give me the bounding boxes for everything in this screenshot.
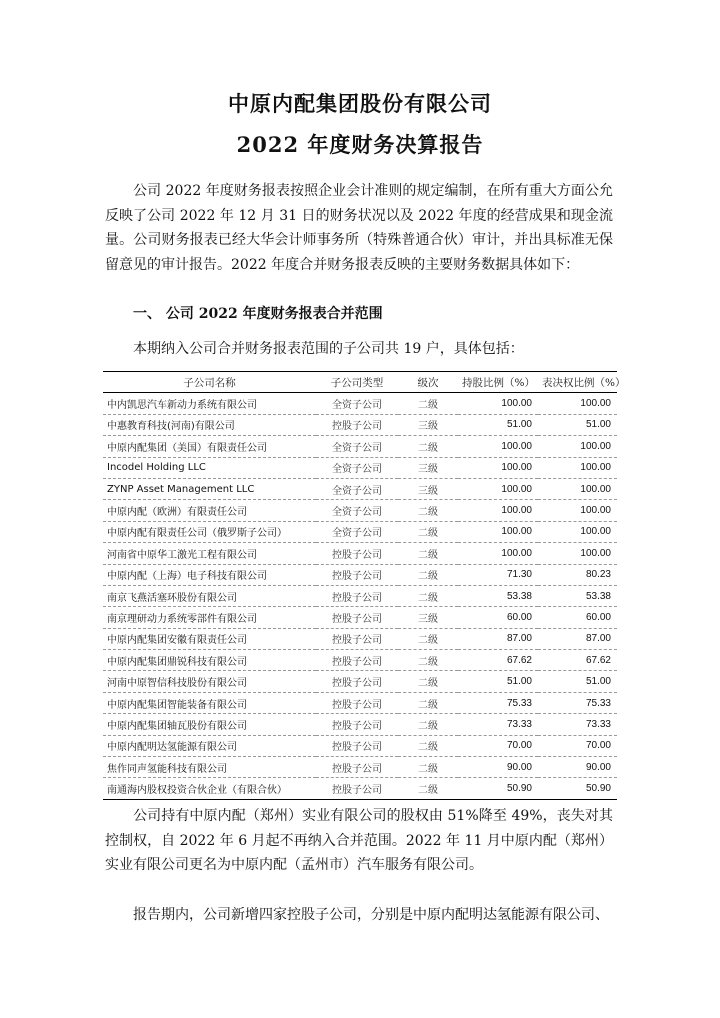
company-name-cell: 中原内配有限责任公司（俄罗斯子公司） xyxy=(103,521,316,542)
level-cell: 二级 xyxy=(398,778,458,799)
voting-ratio-cell: 90.00 xyxy=(538,757,617,778)
holding-ratio-cell: 100.00 xyxy=(458,457,538,478)
company-name-cell: 南京理研动力系统零部件有限公司 xyxy=(103,607,316,628)
company-name-cell: Incodel Holding LLC xyxy=(103,457,316,478)
table-row xyxy=(103,543,617,564)
holding-ratio-cell: 100.00 xyxy=(458,436,538,457)
company-name-cell: 中原内配集团安徽有限责任公司 xyxy=(103,628,316,649)
company-type-cell: 全资子公司 xyxy=(316,521,398,542)
control-change-paragraph xyxy=(105,804,613,878)
voting-ratio-cell: 100.00 xyxy=(538,500,617,521)
table-row xyxy=(103,414,617,435)
table-header-row xyxy=(103,372,617,393)
company-name-cell: 焦作同声氢能科技有限公司 xyxy=(103,757,316,778)
voting-ratio-cell: 51.00 xyxy=(538,414,617,435)
table-row xyxy=(103,585,617,606)
company-type-cell: 控股子公司 xyxy=(316,757,398,778)
level-cell: 二级 xyxy=(398,650,458,671)
scope-paragraph-text: 本期纳入公司合并财务报表范围的子公司共 19 户，具体包括： xyxy=(133,341,524,357)
voting-ratio-cell: 80.23 xyxy=(538,564,617,585)
voting-ratio-cell: 100.00 xyxy=(538,478,617,499)
company-type-cell: 全资子公司 xyxy=(316,393,398,414)
table-row xyxy=(103,500,617,521)
level-cell: 三级 xyxy=(398,414,458,435)
holding-ratio-cell: 100.00 xyxy=(458,478,538,499)
holding-ratio-cell: 100.00 xyxy=(458,521,538,542)
intro-paragraph xyxy=(105,179,613,277)
company-name-cell: 河南中原智信科技股份有限公司 xyxy=(103,671,316,692)
new-subsidiaries-paragraph xyxy=(105,903,613,928)
holding-ratio-cell: 70.00 xyxy=(458,735,538,756)
voting-ratio-cell: 51.00 xyxy=(538,671,617,692)
company-type-cell: 控股子公司 xyxy=(316,414,398,435)
company-name-cell: 中惠教育科技(河南)有限公司 xyxy=(103,414,316,435)
company-type-cell: 控股子公司 xyxy=(316,543,398,564)
header-company-type: 子公司类型 xyxy=(316,372,398,393)
table-row xyxy=(103,436,617,457)
level-cell: 二级 xyxy=(398,714,458,735)
document-title: 中原内配集团股份有限公司 xyxy=(228,91,492,116)
table-row xyxy=(103,650,617,671)
table-row xyxy=(103,671,617,692)
scope-paragraph xyxy=(105,337,613,362)
level-cell: 二级 xyxy=(398,543,458,564)
table-row xyxy=(103,393,617,414)
company-name-cell: 中原内配集团智能装备有限公司 xyxy=(103,692,316,713)
table-row xyxy=(103,457,617,478)
holding-ratio-cell: 60.00 xyxy=(458,607,538,628)
level-cell: 二级 xyxy=(398,564,458,585)
holding-ratio-cell: 87.00 xyxy=(458,628,538,649)
company-type-cell: 控股子公司 xyxy=(316,564,398,585)
table-body xyxy=(103,393,617,799)
voting-ratio-cell: 60.00 xyxy=(538,607,617,628)
company-type-cell: 控股子公司 xyxy=(316,628,398,649)
table-row xyxy=(103,478,617,499)
table-row xyxy=(103,521,617,542)
holding-ratio-cell: 51.00 xyxy=(458,414,538,435)
level-cell: 二级 xyxy=(398,671,458,692)
control-change-text: 公司持有中原内配（郑州）实业有限公司的股权由 51%降至 49%，丧失对其控制权，自 2022 年 6 月起不再纳入合并范围。2022 年 11 月中原内配（郑州）实业有限公司更名为中原内配（孟州市）汽车服务有限公司。 xyxy=(105,808,613,873)
table-row xyxy=(103,735,617,756)
holding-ratio-cell: 90.00 xyxy=(458,757,538,778)
company-type-cell: 全资子公司 xyxy=(316,436,398,457)
level-cell: 二级 xyxy=(398,757,458,778)
holding-ratio-cell: 100.00 xyxy=(458,393,538,414)
voting-ratio-cell: 87.00 xyxy=(538,628,617,649)
holding-ratio-cell: 71.30 xyxy=(458,564,538,585)
level-cell: 三级 xyxy=(398,607,458,628)
voting-ratio-cell: 73.33 xyxy=(538,714,617,735)
company-name-cell: 中原内配集团鼎锐科技有限公司 xyxy=(103,650,316,671)
header-voting-ratio: 表决权比例（%） xyxy=(538,372,617,393)
holding-ratio-cell: 51.00 xyxy=(458,671,538,692)
company-type-cell: 全资子公司 xyxy=(316,457,398,478)
voting-ratio-cell: 50.90 xyxy=(538,778,617,799)
voting-ratio-cell: 100.00 xyxy=(538,436,617,457)
level-cell: 三级 xyxy=(398,478,458,499)
voting-ratio-cell: 70.00 xyxy=(538,735,617,756)
header-holding-ratio: 持股比例（%） xyxy=(458,372,538,393)
company-name-cell: 中原内配明达氢能源有限公司 xyxy=(103,735,316,756)
voting-ratio-cell: 67.62 xyxy=(538,650,617,671)
level-cell: 二级 xyxy=(398,500,458,521)
level-cell: 三级 xyxy=(398,457,458,478)
level-cell: 二级 xyxy=(398,585,458,606)
intro-paragraph-text: 公司 2022 年度财务报表按照企业会计准则的规定编制，在所有重大方面公允反映了公司 2022 年 12 月 31 日的财务状况以及 2022 年度的经营成果和现金流量。公司财务报表已经大华会计师事务所（特殊普通合伙）审计，并出具标准无保留意见的审计报告。2022 年度合并财务报表反映的主要财务数据具体如下： xyxy=(105,183,613,273)
voting-ratio-cell: 100.00 xyxy=(538,393,617,414)
company-type-cell: 全资子公司 xyxy=(316,500,398,521)
company-type-cell: 控股子公司 xyxy=(316,714,398,735)
company-name-cell: 南通海内股权投资合伙企业（有限合伙） xyxy=(103,778,316,799)
voting-ratio-cell: 75.33 xyxy=(538,692,617,713)
level-cell: 二级 xyxy=(398,692,458,713)
company-name-cell: ZYNP Asset Management LLC xyxy=(103,478,316,499)
company-name-cell: 中原内配集团轴瓦股份有限公司 xyxy=(103,714,316,735)
table-row xyxy=(103,628,617,649)
company-type-cell: 控股子公司 xyxy=(316,735,398,756)
document-subtitle: 2022 年度财务决算报告 xyxy=(236,132,484,157)
holding-ratio-cell: 53.38 xyxy=(458,585,538,606)
holding-ratio-cell: 73.33 xyxy=(458,714,538,735)
table-row xyxy=(103,757,617,778)
company-name-cell: 河南省中原华工激光工程有限公司 xyxy=(103,543,316,564)
company-type-cell: 控股子公司 xyxy=(316,692,398,713)
header-level: 级次 xyxy=(398,372,458,393)
company-type-cell: 全资子公司 xyxy=(316,478,398,499)
header-company-name: 子公司名称 xyxy=(103,372,316,393)
holding-ratio-cell: 100.00 xyxy=(458,500,538,521)
voting-ratio-cell: 100.00 xyxy=(538,521,617,542)
company-type-cell: 控股子公司 xyxy=(316,585,398,606)
level-cell: 二级 xyxy=(398,735,458,756)
company-type-cell: 控股子公司 xyxy=(316,778,398,799)
company-name-cell: 中原内配（欧洲）有限责任公司 xyxy=(103,500,316,521)
level-cell: 二级 xyxy=(398,393,458,414)
holding-ratio-cell: 75.33 xyxy=(458,692,538,713)
voting-ratio-cell: 53.38 xyxy=(538,585,617,606)
company-type-cell: 控股子公司 xyxy=(316,607,398,628)
subsidiaries-table xyxy=(103,371,626,800)
holding-ratio-cell: 100.00 xyxy=(458,543,538,564)
table-row xyxy=(103,564,617,585)
company-type-cell: 控股子公司 xyxy=(316,650,398,671)
holding-ratio-cell: 67.62 xyxy=(458,650,538,671)
voting-ratio-cell: 100.00 xyxy=(538,543,617,564)
level-cell: 二级 xyxy=(398,521,458,542)
company-name-cell: 南京飞燕活塞环股份有限公司 xyxy=(103,585,316,606)
table-row xyxy=(103,778,617,799)
table-row xyxy=(103,607,617,628)
company-name-cell: 中内凯思汽车新动力系统有限公司 xyxy=(103,393,316,414)
table-row xyxy=(103,692,617,713)
new-subsidiaries-text: 报告期内，公司新增四家控股子公司，分别是中原内配明达氢能源有限公司、 xyxy=(133,907,609,923)
section-heading: 一、 公司 2022 年度财务报表合并范围 xyxy=(133,306,383,322)
level-cell: 二级 xyxy=(398,436,458,457)
level-cell: 二级 xyxy=(398,628,458,649)
voting-ratio-cell: 100.00 xyxy=(538,457,617,478)
holding-ratio-cell: 50.90 xyxy=(458,778,538,799)
company-name-cell: 中原内配（上海）电子科技有限公司 xyxy=(103,564,316,585)
company-type-cell: 控股子公司 xyxy=(316,671,398,692)
table-row xyxy=(103,714,617,735)
company-name-cell: 中原内配集团（美国）有限责任公司 xyxy=(103,436,316,457)
